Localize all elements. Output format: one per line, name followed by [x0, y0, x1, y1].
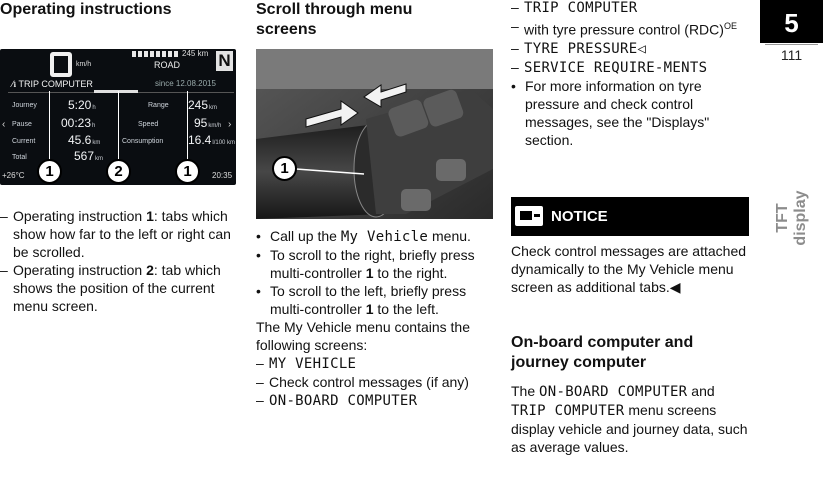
row-label: Current: [12, 138, 36, 145]
row-label: Total: [12, 154, 27, 161]
callout-1: 1: [272, 156, 297, 181]
section-heading: On-board computer and journey computer: [511, 334, 694, 371]
row-value: 567km: [74, 149, 104, 163]
list-item: – Operating instruction 2: tab which shows the position of the current menu screen.: [0, 262, 221, 314]
controller-illustration: [256, 49, 493, 219]
list-item: – Check control messages (if any): [256, 374, 469, 390]
row-label: Consumption: [122, 138, 164, 145]
clock: 20:35: [212, 171, 233, 180]
scroll-right-icon: ›: [228, 119, 232, 130]
section-heading: Scroll through menu screens: [256, 1, 413, 38]
row-label: Speed: [138, 121, 159, 128]
fuel-gauge-icon: [132, 51, 180, 57]
gear-indicator: N: [216, 51, 233, 71]
range-top: 245 km: [182, 49, 209, 58]
computer-paragraph: The ON-BOARD COMPUTER and TRIP COMPUTER menu screens display vehicle and journey data, such as average values.: [511, 383, 748, 455]
notice-icon: [515, 206, 543, 226]
row-label: Pause: [12, 121, 32, 128]
scroll-left-icon: ‹: [2, 119, 6, 130]
section-title: TFT display: [774, 190, 809, 246]
row-value: 00:23h: [61, 116, 96, 130]
dashboard-image: [0, 49, 236, 185]
list-item: • To scroll to the right, briefly press multi-controller 1 to the right.: [256, 247, 475, 281]
list-item: – SERVICE REQUIRE-MENTS: [511, 58, 708, 76]
row-value: 95km/h: [194, 116, 222, 130]
intro-text: The My Vehicle menu contains the following screens:: [256, 319, 471, 353]
callout-2: 2: [106, 159, 131, 184]
row-value: 45.6km: [68, 133, 101, 147]
row-label: Range: [148, 102, 169, 109]
list-item: – MY VEHICLE: [256, 355, 357, 372]
list-item: • To scroll to the left, briefly press multi-controller 1 to the left.: [256, 283, 467, 317]
sidebar-divider: [765, 44, 818, 45]
screens-list-continued: [511, 0, 749, 149]
tab-position-bar: [94, 90, 138, 93]
page-title: Operating instructions: [0, 1, 172, 18]
multi-controller-photo: [256, 49, 493, 219]
list-item: – TRIP COMPUTER: [511, 0, 638, 16]
notice-label: NOTICE: [551, 208, 608, 225]
callout-line: [118, 91, 119, 161]
row-value: 5:20h: [68, 98, 96, 112]
notice-text: Check control messages are attached dynamically to the My Vehicle menu screen as additional tabs.◀: [511, 243, 747, 295]
temperature: +26°C: [2, 171, 25, 180]
scroll-instructions: [256, 227, 494, 410]
list-item: • For more information on tyre pressure and check control messages, see the "Displays" section.: [511, 77, 710, 148]
list-item: – TYRE PRESSURE◁: [511, 39, 647, 57]
callout-1: 1: [175, 159, 200, 184]
callout-1: 1: [37, 159, 62, 184]
row-label: Journey: [12, 102, 37, 109]
instruction-list: [0, 207, 238, 315]
list-item: • Call up the My Vehicle menu.: [256, 228, 471, 245]
list-item: – ON-BOARD COMPUTER: [256, 392, 418, 409]
notice-banner: [511, 197, 749, 236]
since-date: since 12.08.2015: [155, 79, 216, 88]
chapter-number: 5: [760, 0, 823, 43]
page-number: 111: [780, 47, 803, 63]
row-value: 16.4l/100 km: [188, 133, 236, 147]
riding-mode: ROAD: [154, 60, 181, 70]
callout-line: [187, 91, 188, 161]
list-item: – with tyre pressure control (RDC)$^{OE}$: [511, 18, 737, 38]
list-item: – Operating instruction 1: tabs which show how far to the left or right can be scrolled.: [0, 208, 231, 260]
speed-unit: km/h: [76, 61, 92, 68]
tab-title: ⁄ℹ TRIP COMPUTER: [12, 79, 93, 89]
callout-line: [49, 91, 50, 161]
speed-digit-frame: [50, 52, 72, 77]
row-value: 245km: [188, 98, 218, 112]
